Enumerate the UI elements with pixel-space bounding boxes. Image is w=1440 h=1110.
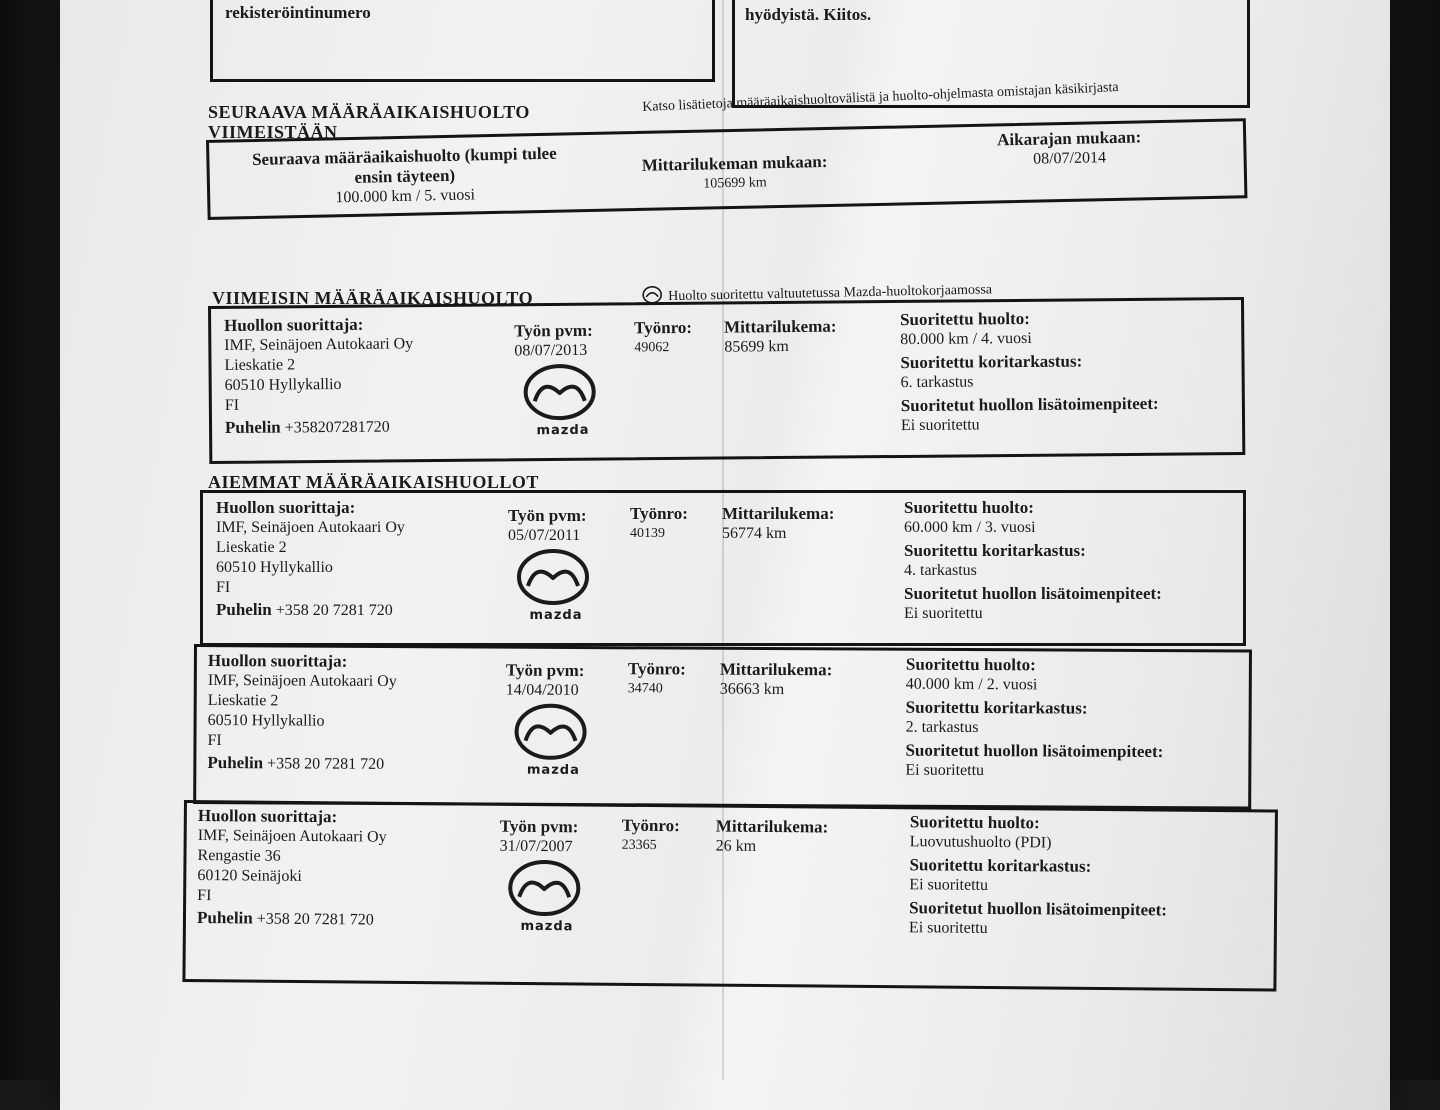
registration-label: rekisteröintinumero [225, 3, 371, 22]
date-block [506, 661, 585, 701]
body-check-label: Suoritettu koritarkastus: [909, 855, 1092, 876]
odometer-label: Mittarilukema: [722, 504, 835, 523]
body-check-value: 6. tarkastus [900, 373, 974, 392]
phone-label: Puhelin [224, 417, 281, 437]
odometer-label: Mittarilukema: [715, 816, 829, 837]
extra-label: Suoritetut huollon lisätoimenpiteet: [905, 740, 1164, 762]
extra-label: Suoritetut huollon lisätoimenpiteet: [900, 393, 1159, 416]
body-check-value: 2. tarkastus [905, 718, 979, 737]
job-block [634, 318, 692, 359]
service-done-value: 60.000 km / 3. vuosi [904, 519, 1036, 536]
odometer-label: Mittarilukema: [724, 316, 837, 337]
service-detail-block [904, 498, 1162, 624]
mazda-logo-word: mazda [536, 422, 590, 439]
body-check-label: Suoritettu koritarkastus: [900, 351, 1083, 373]
performer-postal: 60510 Hyllykallio [216, 559, 333, 576]
feedback-text: hyödyistä. Kiitos. [745, 5, 872, 24]
extra-value: Ei suoritettu [904, 605, 983, 622]
mazda-logo-word: mazda [526, 762, 580, 778]
next-service-odometer: Mittarilukeman mukaan: 105699 km [641, 151, 828, 192]
job-value: 49062 [634, 340, 670, 356]
date-value: 31/07/2007 [499, 837, 573, 856]
service-record [216, 498, 1216, 648]
performer-street: Rengastie 36 [197, 846, 281, 865]
phone-number: +358 20 7281 720 [267, 755, 385, 773]
date-label: Työn pvm: [514, 320, 593, 341]
odometer-value: 36663 km [719, 680, 785, 699]
service-done-value: Luovutushuolto (PDI) [909, 833, 1052, 852]
next-service-date: Aikarajan mukaan: 08/07/2014 [996, 127, 1142, 168]
performer-phone-line [216, 600, 405, 621]
body-check-value: Ei suoritettu [909, 876, 989, 894]
next-service-heading: SEURAAVA MÄÄRÄAIKAISHUOLTO VIIMEISTÄÄN [208, 102, 530, 142]
body-check-label: Suoritettu koritarkastus: [904, 541, 1086, 560]
date-label: Työn pvm: [505, 660, 585, 680]
service-done-value: 80.000 km / 4. vuosi [900, 329, 1032, 349]
odometer-value: 56774 km [722, 525, 787, 542]
service-record [224, 307, 1225, 466]
performer-company: IMF, Seinäjoen Autokaari Oy [207, 671, 397, 690]
job-label: Työnro: [634, 317, 693, 338]
service-record [197, 806, 1198, 965]
phone-label: Puhelin [207, 752, 264, 773]
phone-number: +358 20 7281 720 [256, 910, 374, 929]
performer-label: Huollon suorittaja: [224, 314, 364, 335]
mazda-logo-icon [507, 859, 588, 938]
job-label: Työnro: [630, 504, 688, 523]
performer-phone-line [225, 416, 414, 439]
date-value: 08/07/2013 [514, 341, 588, 360]
performer-postal: 60510 Hyllykallio [224, 375, 342, 394]
service-detail-block [905, 655, 1164, 782]
performer-postal: 60120 Seinäjoki [197, 866, 302, 885]
date-value: 14/04/2010 [505, 681, 579, 699]
performer-company: IMF, Seinäjoen Autokaari Oy [197, 826, 387, 846]
performer-company: IMF, Seinäjoen Autokaari Oy [224, 335, 414, 354]
service-detail-block [909, 812, 1168, 940]
performer-label: Huollon suorittaja: [216, 498, 356, 517]
odometer-block [716, 817, 829, 858]
service-detail-block [900, 308, 1159, 436]
odometer-block [724, 317, 837, 358]
performer-label: Huollon suorittaja: [197, 806, 338, 827]
performer-block [207, 651, 397, 775]
performer-country: FI [207, 731, 222, 750]
authorized-note: Huolto suoritettu valtuutetussa Mazda-huoltokorjaamossa [642, 279, 992, 309]
odometer-block [722, 504, 834, 544]
extra-label: Suoritetut huollon lisätoimenpiteet: [909, 898, 1168, 920]
extra-value: Ei suoritettu [905, 761, 985, 780]
job-label: Työnro: [621, 815, 680, 836]
odometer-block [720, 660, 833, 701]
odometer-label: Mittarilukema: [719, 659, 833, 680]
previous-services-heading: AIEMMAT MÄÄRÄAIKAISHUOLLOT [208, 472, 539, 492]
job-value: 40139 [630, 526, 665, 541]
phone-number: +358207281720 [284, 418, 390, 437]
job-block [630, 504, 688, 544]
service-done-label: Suoritettu huolto: [899, 308, 1031, 330]
body-check-label: Suoritettu koritarkastus: [905, 697, 1088, 718]
service-record [207, 651, 1208, 806]
phone-label: Puhelin [216, 600, 272, 619]
extra-value: Ei suoritettu [900, 416, 980, 435]
phone-label: Puhelin [196, 907, 253, 928]
date-block [514, 321, 593, 362]
performer-label: Huollon suorittaja: [207, 651, 348, 671]
extra-value: Ei suoritettu [908, 919, 988, 937]
mazda-logo-word: mazda [520, 918, 574, 935]
service-done-label: Suoritettu huolto: [909, 812, 1040, 833]
latest-service-heading: VIIMEISIN MÄÄRÄAIKAISHUOLTO [212, 288, 534, 308]
service-done-label: Suoritettu huolto: [904, 498, 1034, 517]
mazda-logo-icon [522, 363, 603, 442]
mazda-logo-icon [513, 703, 593, 781]
service-done-value: 40.000 km / 2. vuosi [905, 675, 1038, 694]
service-done-label: Suoritettu huolto: [905, 654, 1036, 675]
performer-block [224, 314, 414, 439]
phone-number: +358 20 7281 720 [275, 602, 393, 619]
performer-postal: 60510 Hyllykallio [207, 711, 325, 730]
job-block [622, 816, 680, 857]
job-block [628, 659, 686, 699]
performer-street: Lieskatie 2 [207, 691, 279, 710]
extra-label: Suoritetut huollon lisätoimenpiteet: [904, 584, 1162, 603]
registration-box [210, 0, 715, 82]
performer-phone-line [207, 753, 396, 775]
job-label: Työnro: [627, 659, 686, 679]
performer-block [216, 498, 405, 621]
date-label: Työn pvm: [499, 816, 579, 837]
next-service-interval: Seuraava määräaikaishuolto (kumpi tulee ensin täyteen) 100.000 km / 5. vuosi [251, 143, 557, 207]
odometer-value: 85699 km [724, 338, 789, 356]
next-service-note: Katso lisätietoja määräaikaishuoltovälistä ja huolto-ohjelmasta omistajan käsikirjasta [642, 80, 1119, 115]
performer-country: FI [224, 396, 240, 414]
date-block [508, 506, 587, 546]
performer-street: Lieskatie 2 [216, 539, 287, 556]
job-value: 23365 [621, 837, 657, 854]
odometer-value: 26 km [715, 837, 757, 855]
performer-country: FI [216, 579, 231, 596]
performer-street: Lieskatie 2 [224, 356, 296, 374]
mazda-logo-word: mazda [529, 608, 583, 623]
job-value: 34740 [627, 681, 663, 697]
performer-block [197, 806, 387, 931]
performer-company: IMF, Seinäjoen Autokaari Oy [216, 519, 405, 536]
performer-phone-line [197, 908, 386, 931]
mazda-logo-icon [516, 548, 596, 626]
date-value: 05/07/2011 [508, 527, 581, 544]
date-block [500, 817, 579, 858]
date-label: Työn pvm: [508, 506, 587, 525]
body-check-value: 4. tarkastus [904, 562, 977, 579]
performer-country: FI [197, 886, 212, 905]
